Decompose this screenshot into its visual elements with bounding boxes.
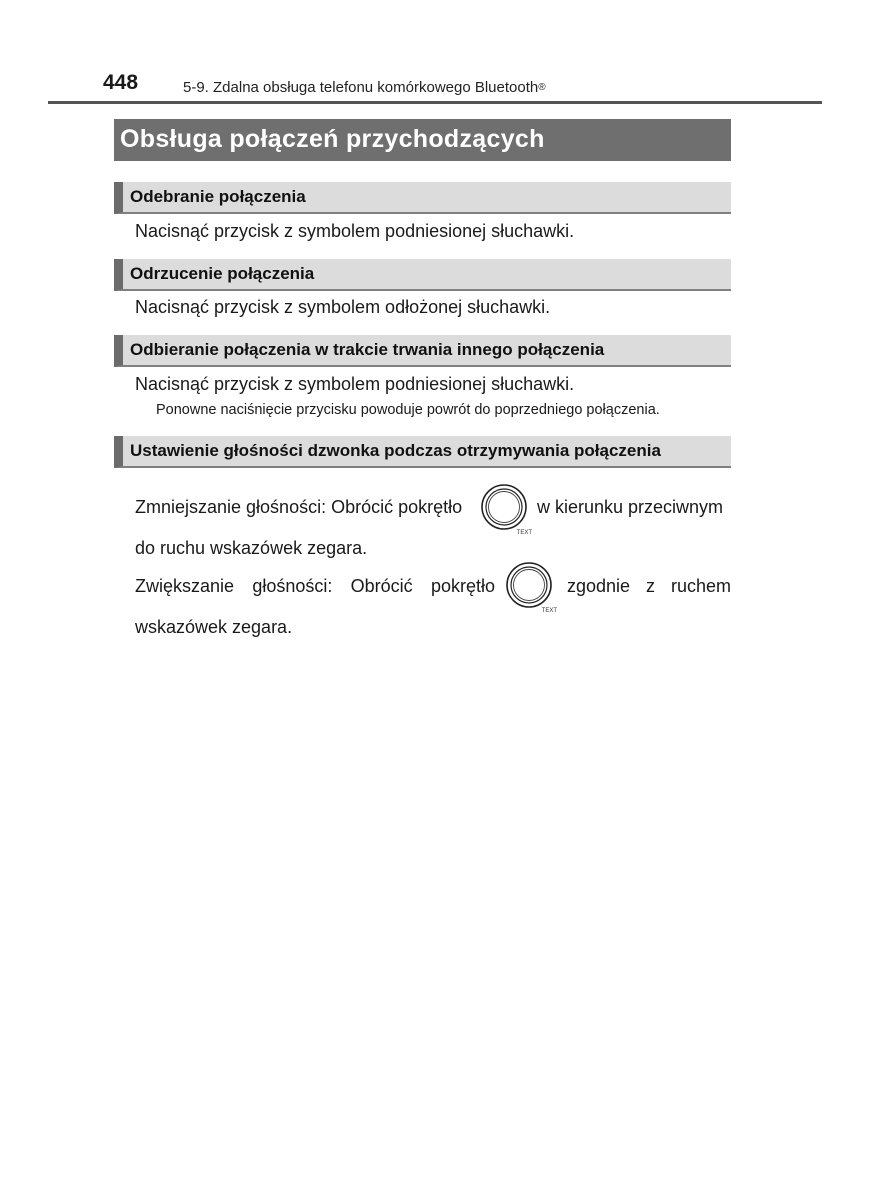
increase-word: Zwiększanie xyxy=(135,576,235,596)
rotary-knob-icon xyxy=(505,561,555,613)
knob-graphic xyxy=(505,561,553,609)
section-heading-reject: Odrzucenie połączenia xyxy=(114,259,731,291)
increase-word: Obrócić xyxy=(350,576,413,596)
section-heading-call-waiting: Odbieranie połączenia w trakcie trwania innego połączenia xyxy=(114,335,731,367)
section-heading-answer: Odebranie połączenia xyxy=(114,182,731,214)
header-rule xyxy=(48,101,822,104)
section-text-answer: Nacisnąć przycisk z symbolem podniesionej słuchawki. xyxy=(135,221,575,241)
volume-increase-text-after xyxy=(567,576,731,597)
section-heading-volume: Ustawienie głośności dzwonka podczas otrzymywania połączenia xyxy=(114,436,731,468)
knob-graphic xyxy=(480,483,528,531)
increase-word: pokrętło xyxy=(430,576,495,596)
rotary-knob-icon xyxy=(480,483,530,535)
section-note-call-waiting: Ponowne naciśnięcie przycisku powoduje powrót do poprzedniego połączenia. xyxy=(156,402,660,418)
volume-increase-text-line2: wskazówek zegara. xyxy=(135,617,293,637)
registered-mark: ® xyxy=(538,82,546,93)
knob-label: TEXT xyxy=(516,530,532,536)
section-text-reject: Nacisnąć przycisk z symbolem odłożonej słuchawki. xyxy=(135,297,551,317)
page-number: 448 xyxy=(103,71,139,94)
increase-after-word: z xyxy=(646,576,656,596)
volume-decrease-text-line2: do ruchu wskazówek zegara. xyxy=(135,538,368,558)
chapter-title: 5-9. Zdalna obsługa telefonu komórkowego Bluetooth xyxy=(183,79,539,96)
running-header xyxy=(183,79,546,96)
knob-label: TEXT xyxy=(541,608,557,614)
volume-decrease-text-after: w kierunku przeciwnym xyxy=(537,497,724,517)
increase-word: głośności: xyxy=(252,576,333,596)
page-title: Obsługa połączeń przychodzących xyxy=(114,119,731,161)
increase-after-word: ruchem xyxy=(670,576,731,596)
volume-decrease-text: Zmniejszanie głośności: Obrócić pokrętło xyxy=(135,497,463,517)
section-text-call-waiting: Nacisnąć przycisk z symbolem podniesionej słuchawki. xyxy=(135,374,575,394)
increase-after-word: zgodnie xyxy=(567,576,631,596)
volume-increase-text xyxy=(135,576,495,597)
